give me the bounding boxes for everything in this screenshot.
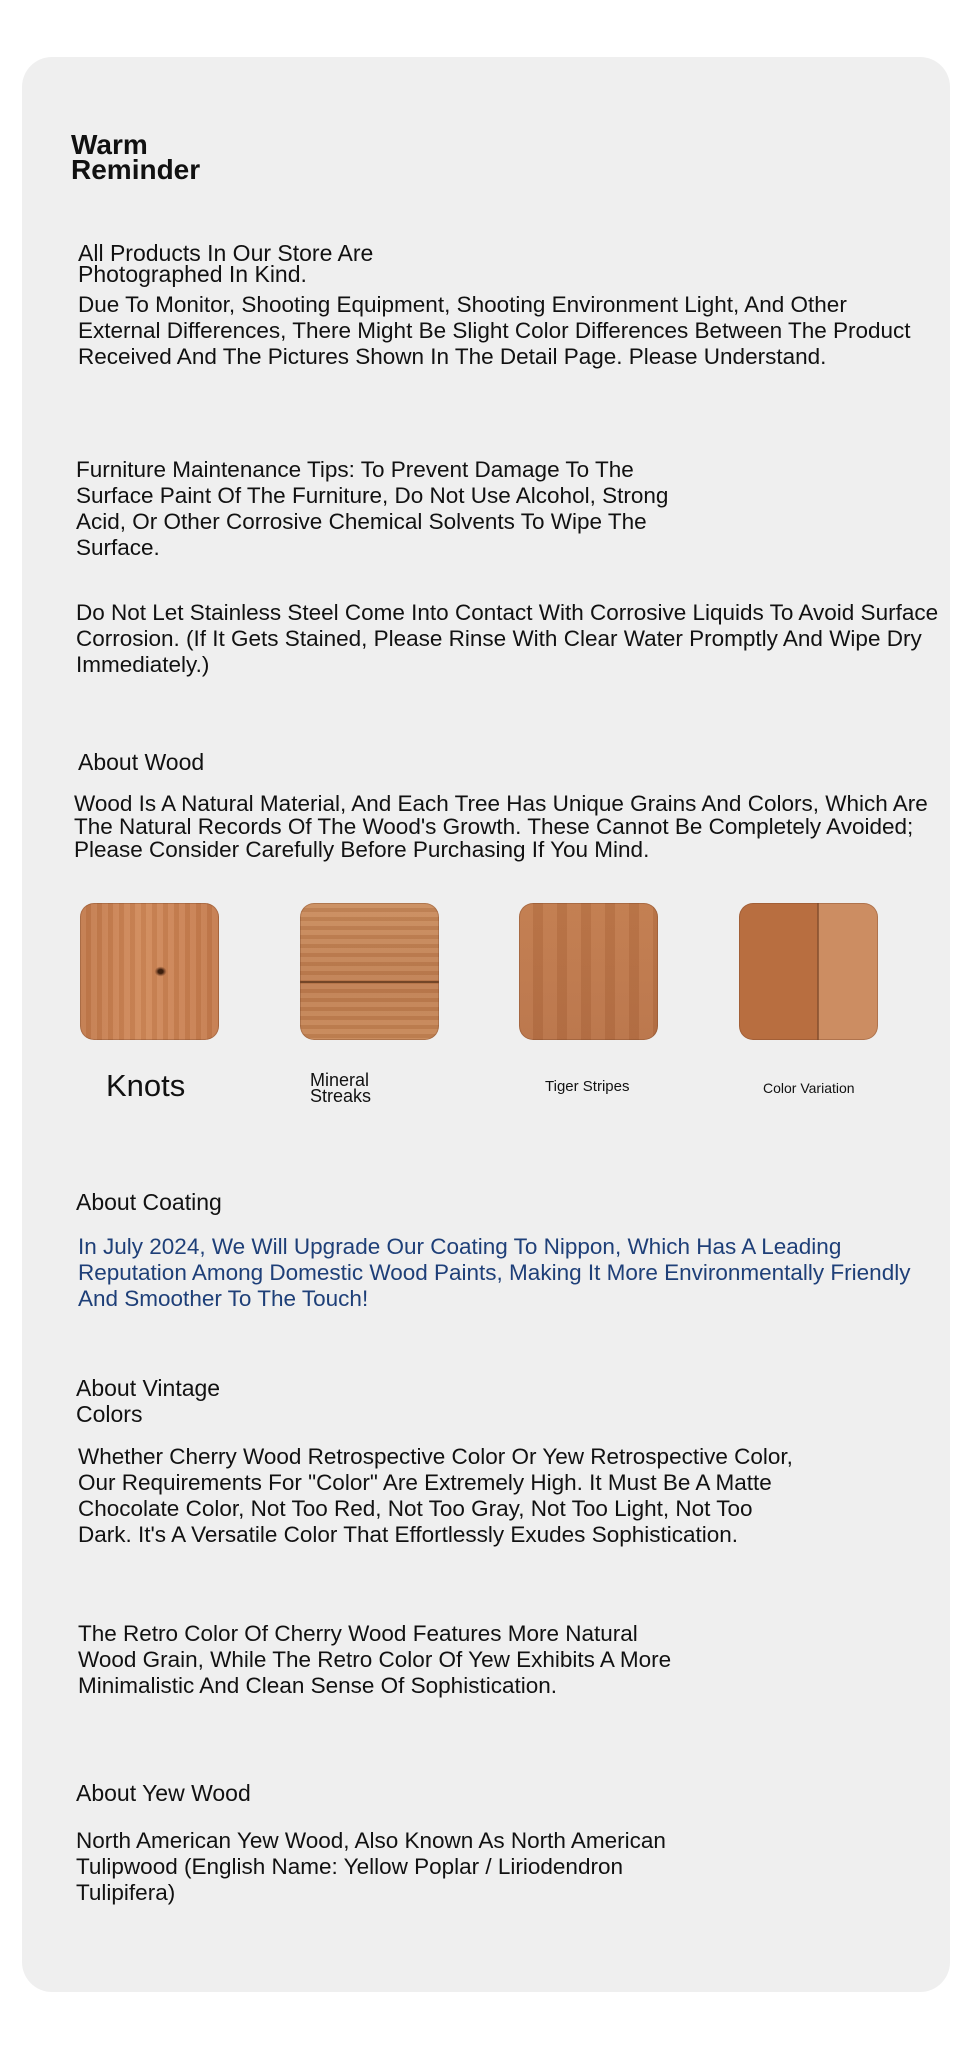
steel-notice-line: Immediately.)	[76, 652, 210, 677]
color-difference-line: Due To Monitor, Shooting Equipment, Shooting Environment Light, And Other	[78, 292, 847, 317]
about-vintage-heading: About Vintage Colors	[76, 1375, 221, 1427]
about-vintage-text: Whether Cherry Wood Retrospective Color Or Yew Retrospective Color, Our Requirements For "Color" Are Extremely High. It Must Be A Matte Chocolate Color, Not Too Red, Not Too Gray, Not Too Light, Not Too Dark. It's A Versatile Color That Effortlessly Exudes Sophistication.	[78, 1444, 793, 1547]
about-coating-heading: About Coating	[76, 1189, 222, 1215]
color-variation-swatch-image	[739, 903, 878, 1040]
color-difference-line: External Differences, There Might Be Slight Color Differences Between The Product	[78, 318, 911, 343]
about-yew-heading: About Yew Wood	[76, 1780, 251, 1806]
about-coating-text: In July 2024, We Will Upgrade Our Coating To Nippon, Which Has A Leading Reputation Among Domestic Wood Paints, Making It More Environmentally Friendly And Smoother To The Touch!	[78, 1234, 911, 1311]
knots-swatch-image	[80, 903, 219, 1040]
mineral-streaks-swatch-image	[300, 903, 439, 1040]
tiger-stripes-swatch-image	[519, 903, 658, 1040]
about-yew-text: North American Yew Wood, Also Known As North American Tulipwood (English Name: Yellow Poplar / Liriodendron Tulipifera)	[76, 1828, 666, 1905]
about-wood-heading: About Wood	[78, 749, 205, 775]
color-difference-text	[78, 292, 911, 370]
swatch-label-tiger-stripes: Tiger Stripes	[545, 1078, 630, 1095]
swatch-label-color-variation: Color Variation	[763, 1080, 855, 1096]
info-card	[22, 57, 950, 1992]
swatch-label-mineral-streaks: Mineral Streaks	[310, 1070, 372, 1106]
photo-heading: All Products In Our Store Are Photographed In Kind.	[78, 240, 374, 287]
maintenance-tips: Furniture Maintenance Tips: To Prevent Damage To The Surface Paint Of The Furniture, Do Not Use Alcohol, Strong Acid, Or Other Corrosive Chemical Solvents To Wipe The Surface.	[76, 457, 669, 560]
stainless-steel-notice	[76, 600, 938, 678]
color-difference-line: Received And The Pictures Shown In The Detail Page. Please Understand.	[78, 344, 827, 369]
steel-notice-line: Do Not Let Stainless Steel Come Into Contact With Corrosive Liquids To Avoid Surface	[76, 600, 939, 625]
page-title: Warm Reminder	[71, 129, 201, 185]
about-wood-text: Wood Is A Natural Material, And Each Tree Has Unique Grains And Colors, Which Are The Natural Records Of The Wood's Growth. These Cannot Be Completely Avoided; Please Consider Carefully Before Purchasing If You Mind.	[74, 791, 928, 862]
steel-notice-line: Corrosion. (If It Gets Stained, Please Rinse With Clear Water Promptly And Wipe Dry	[76, 626, 922, 651]
vintage-comparison-text: The Retro Color Of Cherry Wood Features More Natural Wood Grain, While The Retro Color Of Yew Exhibits A More Minimalistic And Clean Sense Of Sophistication.	[78, 1621, 672, 1698]
swatch-label-knots: Knots	[106, 1068, 186, 1103]
